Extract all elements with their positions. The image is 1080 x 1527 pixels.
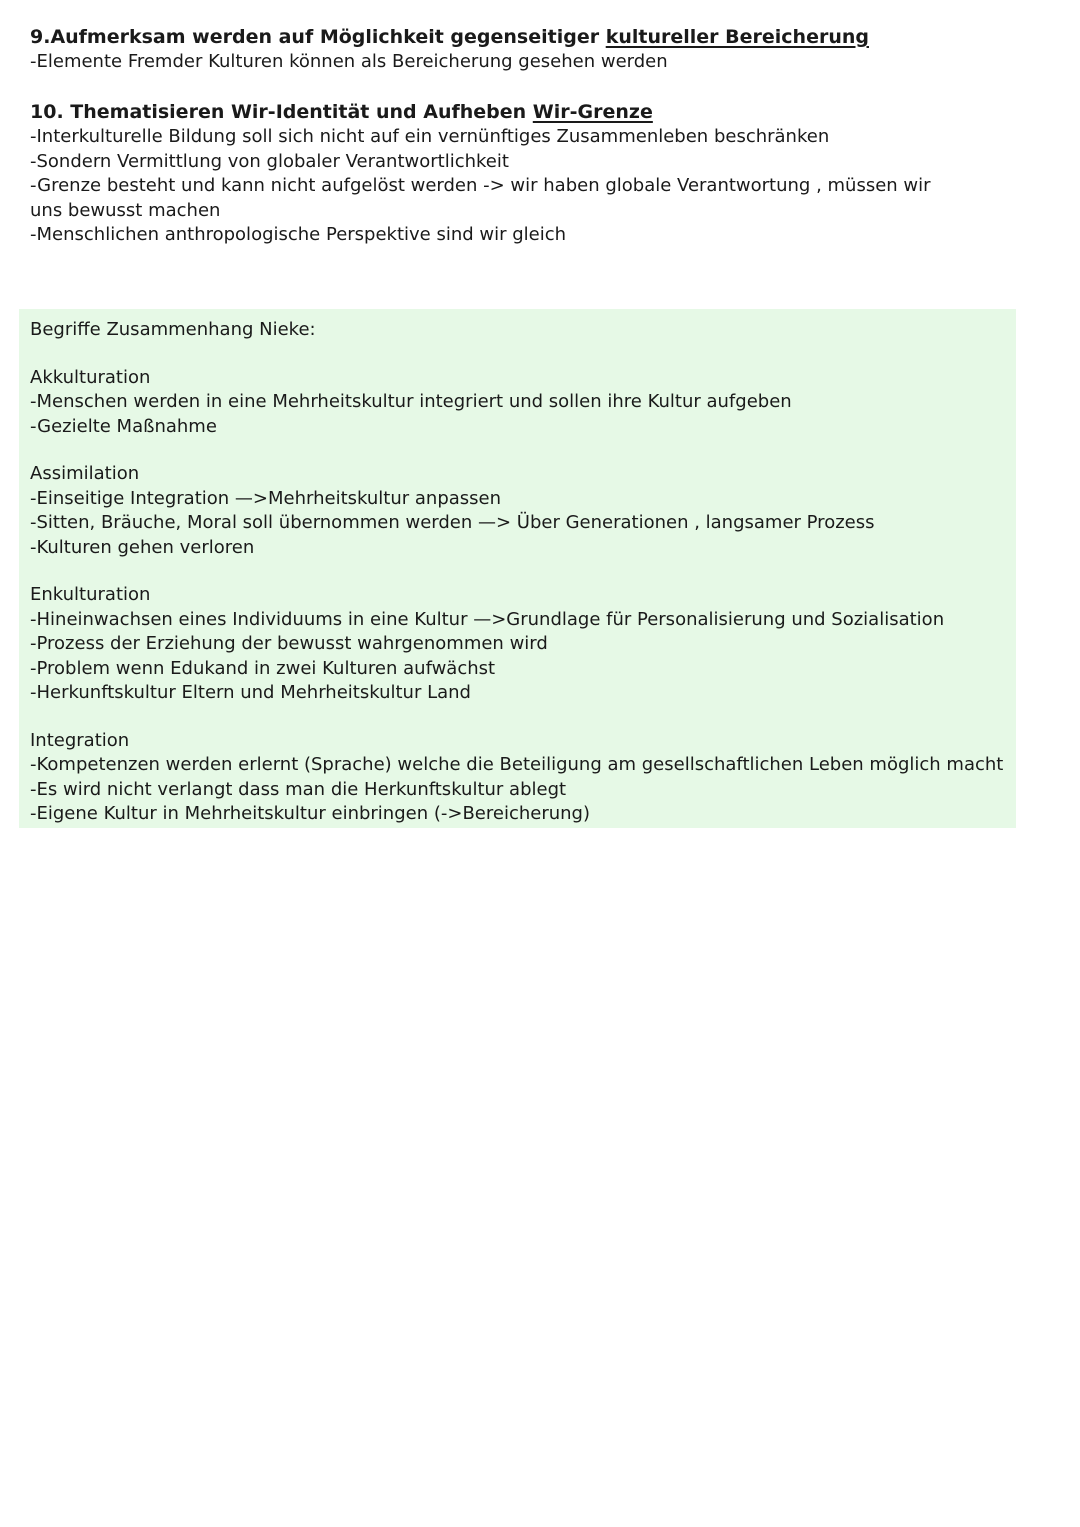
- section-9-line: -Elemente Fremder Kulturen können als Bereicherung gesehen werden: [30, 51, 668, 72]
- terms-title: Begriffe Zusammenhang Nieke:: [30, 319, 316, 340]
- term-line: -Problem wenn Edukand in zwei Kulturen aufwächst: [30, 657, 496, 679]
- terms-content: [30, 318, 1010, 827]
- section-10-line: -Menschlichen anthropologische Perspektive sind wir gleich: [30, 224, 567, 245]
- term-assimilation-name: Assimilation: [30, 463, 140, 484]
- section-10-line: -Sondern Vermittlung von globaler Verantwortlichkeit: [30, 150, 509, 172]
- term-line: -Einseitige Integration —>Mehrheitskultur anpassen: [30, 487, 502, 509]
- term-line: -Kompetenzen werden erlernt (Sprache) welche die Beteiligung am gesellschaftlichen Leben möglich macht: [30, 754, 1004, 775]
- section-10-heading: 10. Thematisieren Wir-Identität und Aufheben Wir-Grenze: [30, 101, 653, 123]
- section-10-heading-underlined: Wir-Grenze: [532, 101, 653, 123]
- section-10: [30, 99, 1030, 248]
- term-line: -Gezielte Maßnahme: [30, 415, 217, 437]
- term-akkulturation-name: Akkulturation: [30, 366, 151, 388]
- term-line: -Eigene Kultur in Mehrheitskultur einbringen (->Bereicherung): [30, 803, 590, 824]
- term-line: -Es wird nicht verlangt dass man die Herkunftskultur ablegt: [30, 778, 567, 800]
- section-9: [30, 24, 1030, 75]
- section-9-heading: 9.Aufmerksam werden auf Möglichkeit gegenseitiger kultureller Bereicherung: [30, 26, 869, 48]
- section-10-line: -Grenze besteht und kann nicht aufgelöst werden -> wir haben globale Verantwortung , müssen wir uns bewusst machen: [30, 175, 931, 221]
- term-line: -Sitten, Bräuche, Moral soll übernommen werden —> Über Generationen , langsamer Prozess: [30, 512, 875, 533]
- section-9-heading-underlined: kultureller Bereicherung: [605, 26, 869, 48]
- term-line: -Prozess der Erziehung der bewusst wahrgenommen wird: [30, 633, 548, 654]
- term-line: -Herkunftskultur Eltern und Mehrheitskultur Land: [30, 682, 471, 703]
- term-enkulturation-name: Enkulturation: [30, 584, 151, 605]
- terms-box: [19, 309, 1016, 828]
- term-line: -Kulturen gehen verloren: [30, 536, 255, 558]
- term-line: -Hineinwachsen eines Individuums in eine Kultur —>Grundlage für Personalisierung und Sozialisation: [30, 608, 945, 630]
- term-integration-name: Integration: [30, 729, 130, 751]
- section-10-line: -Interkulturelle Bildung soll sich nicht auf ein vernünftiges Zusammenleben beschränken: [30, 126, 830, 147]
- term-line: -Menschen werden in eine Mehrheitskultur integriert und sollen ihre Kultur aufgeben: [30, 391, 792, 412]
